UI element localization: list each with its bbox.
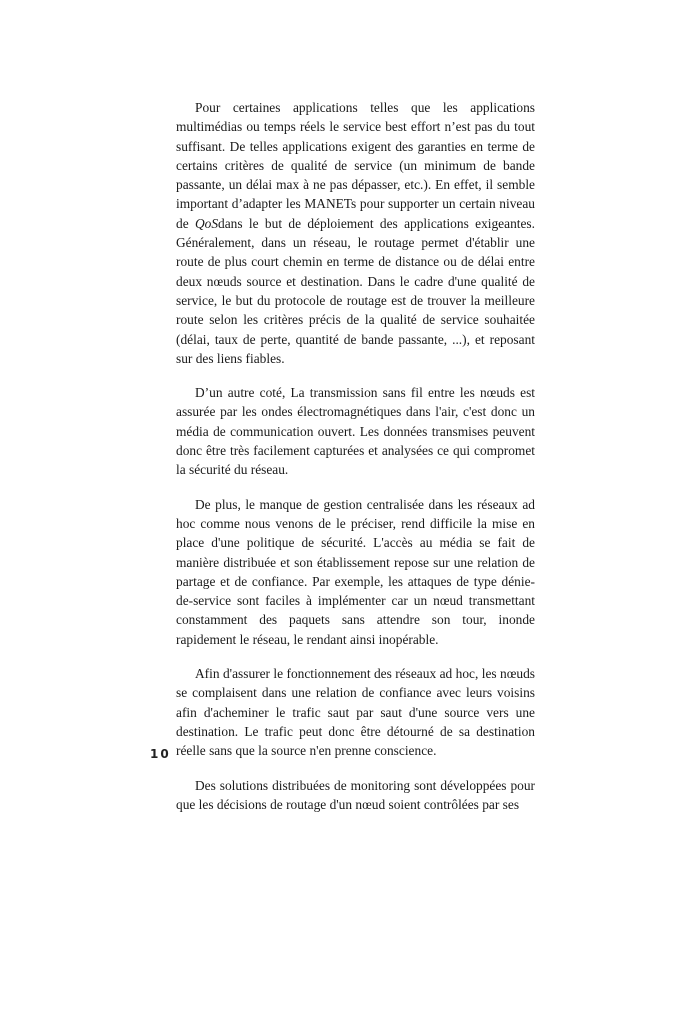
paragraph-qos-text-before: Pour certaines applications telles que les applications multimédias ou temps réels le service best effort n’est pas du tout suffisant. De telles applications exigent des garanties en terme de certains critères de qualité de service (un minimum de bande passante, un délai max à ne pas dépasser, etc.). En effet, il semble important d’adapter les MANETs pour supporter un certain niveau de [176, 100, 535, 231]
paragraph-monitoring-solutions: Des solutions distribuées de monitoring sont développées pour que les décisions de routage d'un nœud soient contrôlées par ses [176, 777, 535, 812]
paragraph-trust-relationship: Afin d'assurer le fonctionnement des réseaux ad hoc, les nœuds se complaisent dans une relation de confiance avec leurs voisins afin d'acheminer le trafic saut par saut d'une source vers une destination. Le trafic peut donc être détourné de sa destination réelle sans que la source n'en prenne conscience. [176, 666, 535, 759]
page-number: 10 [150, 747, 171, 761]
page-body [176, 98, 535, 829]
paragraph-qos-text-after: dans le but de déploiement des applications exigeantes. Généralement, dans un réseau, le routage permet d'établir une route de plus court chemin en terme de distance ou de délai entre deux nœuds source et destination. Dans le cadre d'une qualité de service, le but du protocole de routage est de trouver la meilleure route selon les critères précis de la qualité de service souhaitée (délai, taux de perte, quantité de bande passante, ...), et reposant sur des liens fiables. [176, 215, 535, 366]
qos-emphasis: QoS [194, 215, 219, 231]
paragraph-wireless-transmission: D’un autre coté, La transmission sans fil entre les nœuds est assurée par les ondes électromagnétiques dans l'air, c'est donc un média de communication ouvert. Les données transmises peuvent donc être très facilement capturées et analysées ce qui compromet la sécurité du réseau. [176, 385, 535, 478]
paragraph-qos [176, 98, 535, 368]
paragraph-centralized-management: De plus, le manque de gestion centralisée dans les réseaux ad hoc comme nous venons de le préciser, rend difficile la mise en place d'une politique de sécurité. L'accès au média se fait de manière distribuée et son établissement repose sur une relation de partage et de confiance. Par exemple, les attaques de type dénie-de-service sont faciles à implémenter car un nœud transmettant constamment des paquets sans attendre son tour, inonde rapidement le réseau, le rendant ainsi inopérable. [176, 496, 535, 647]
